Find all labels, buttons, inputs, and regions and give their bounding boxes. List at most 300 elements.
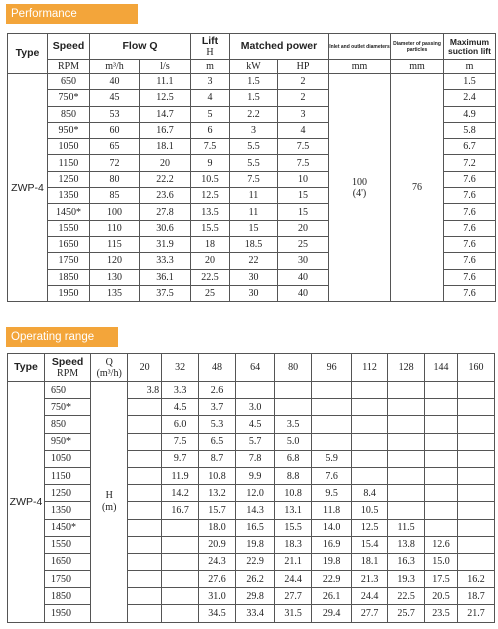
perf-cell: 5	[191, 106, 230, 122]
perf-header-inlet: Inlet and outlet diameters	[329, 34, 391, 60]
perf-cell: 18.5	[230, 236, 278, 252]
perf-cell: 7.6	[444, 220, 496, 236]
perf-cell: 10	[278, 171, 329, 187]
perf-cell: 15	[278, 188, 329, 204]
perf-cell: 4.9	[444, 106, 496, 122]
range-cell: 13.8	[388, 536, 425, 553]
perf-unit-particles: mm	[391, 60, 444, 74]
range-cell: 18.3	[275, 536, 312, 553]
range-cell	[457, 450, 494, 467]
range-cell	[388, 433, 425, 450]
range-cell: 14.0	[312, 519, 352, 536]
range-cell: 13.1	[275, 502, 312, 519]
perf-cell: 1750	[48, 253, 90, 269]
range-speed-cell: 1850	[44, 588, 90, 605]
perf-cell: 18	[191, 236, 230, 252]
range-speed-cell: 1150	[44, 467, 90, 484]
perf-cell: 30	[278, 253, 329, 269]
perf-cell: 30	[230, 285, 278, 301]
perf-cell: 4	[191, 90, 230, 106]
perf-header-power: Matched power	[230, 34, 329, 60]
range-h-label	[91, 382, 128, 623]
perf-inlet-value-mm: 100	[352, 176, 367, 188]
perf-cell: 1.5	[230, 90, 278, 106]
range-cell	[425, 519, 458, 536]
perf-inlet-value	[329, 74, 391, 302]
perf-header-particles: Diameter of passing particles	[391, 34, 444, 60]
perf-cell: 1.5	[230, 74, 278, 90]
range-cell: 26.2	[236, 571, 275, 588]
range-cell: 10.8	[275, 485, 312, 502]
perf-cell: 6.7	[444, 139, 496, 155]
range-cell	[388, 416, 425, 433]
range-cell	[425, 399, 458, 416]
range-cell: 10.8	[199, 467, 236, 484]
range-cell: 19.8	[312, 553, 352, 570]
perf-cell: 18.1	[140, 139, 191, 155]
perf-cell: 5.5	[230, 155, 278, 171]
perf-cell: 53	[90, 106, 140, 122]
range-cell	[425, 416, 458, 433]
range-cell: 27.6	[199, 571, 236, 588]
perf-cell: 850	[48, 106, 90, 122]
table-row	[8, 416, 495, 433]
range-cell	[457, 433, 494, 450]
range-h-label-text: H	[105, 489, 113, 501]
table-row	[8, 467, 495, 484]
range-cell	[425, 467, 458, 484]
range-cell: 18.7	[457, 588, 494, 605]
range-cell: 3.8	[128, 382, 162, 399]
range-header-flow: 20	[128, 354, 162, 382]
table-row	[8, 382, 495, 399]
range-cell: 12.0	[236, 485, 275, 502]
range-cell: 31.0	[199, 588, 236, 605]
perf-header-lift-label: Lift	[201, 34, 219, 47]
perf-cell: 15.5	[191, 220, 230, 236]
perf-cell: 3	[191, 74, 230, 90]
range-cell: 24.4	[352, 588, 388, 605]
range-cell: 34.5	[199, 605, 236, 622]
range-cell	[425, 382, 458, 399]
table-row	[8, 450, 495, 467]
range-cell	[388, 485, 425, 502]
perf-inlet-value-inch: (4')	[352, 187, 367, 199]
range-cell: 7.6	[312, 467, 352, 484]
perf-cell: 120	[90, 253, 140, 269]
perf-cell: 11	[230, 204, 278, 220]
range-cell	[457, 416, 494, 433]
range-cell	[275, 399, 312, 416]
perf-cell: 5.5	[230, 139, 278, 155]
perf-cell: 40	[278, 285, 329, 301]
range-cell: 5.9	[312, 450, 352, 467]
perf-cell: 37.5	[140, 285, 191, 301]
perf-cell: 950*	[48, 122, 90, 138]
table-row	[8, 571, 495, 588]
perf-header-lift-sub: H	[206, 46, 214, 58]
range-cell: 16.3	[388, 553, 425, 570]
perf-cell: 1450*	[48, 204, 90, 220]
perf-cell: 22.2	[140, 171, 191, 187]
range-header-flow: 32	[162, 354, 199, 382]
perf-cell: 4	[278, 122, 329, 138]
perf-cell: 110	[90, 220, 140, 236]
range-header-type: Type	[8, 354, 45, 382]
perf-cell: 22	[230, 253, 278, 269]
operating-range-table	[7, 353, 495, 623]
range-header-speed-label: Speed	[51, 355, 84, 368]
range-header-q	[91, 354, 128, 382]
range-cell	[162, 588, 199, 605]
range-cell	[128, 519, 162, 536]
range-cell	[457, 399, 494, 416]
range-cell: 27.7	[352, 605, 388, 622]
range-cell: 24.3	[199, 553, 236, 570]
range-cell: 16.5	[236, 519, 275, 536]
perf-cell: 2	[278, 74, 329, 90]
range-cell: 16.9	[312, 536, 352, 553]
range-cell: 5.7	[236, 433, 275, 450]
range-cell: 3.3	[162, 382, 199, 399]
perf-unit-inlet: mm	[329, 60, 391, 74]
perf-unit-suction: m	[444, 60, 496, 74]
perf-model-type: ZWP-4	[8, 74, 48, 302]
range-cell: 25.7	[388, 605, 425, 622]
perf-header-flow: Flow Q	[90, 34, 191, 60]
range-cell	[128, 433, 162, 450]
perf-cell: 31.9	[140, 236, 191, 252]
range-cell	[457, 502, 494, 519]
range-cell	[236, 382, 275, 399]
range-cell	[425, 485, 458, 502]
perf-cell: 20	[140, 155, 191, 171]
perf-cell: 40	[90, 74, 140, 90]
range-cell	[128, 605, 162, 622]
range-cell: 22.9	[312, 571, 352, 588]
perf-cell: 25	[278, 236, 329, 252]
table-row	[8, 433, 495, 450]
perf-cell: 6	[191, 122, 230, 138]
range-cell: 21.1	[275, 553, 312, 570]
perf-cell: 1650	[48, 236, 90, 252]
range-cell: 11.8	[312, 502, 352, 519]
range-cell: 12.5	[352, 519, 388, 536]
perf-cell: 20	[191, 253, 230, 269]
range-cell: 21.3	[352, 571, 388, 588]
range-header-flow: 48	[199, 354, 236, 382]
perf-cell: 60	[90, 122, 140, 138]
perf-cell: 85	[90, 188, 140, 204]
range-cell: 4.5	[162, 399, 199, 416]
perf-cell: 40	[278, 269, 329, 285]
perf-cell: 15	[278, 204, 329, 220]
perf-cell: 11.1	[140, 74, 191, 90]
perf-cell: 72	[90, 155, 140, 171]
range-header-flow: 160	[457, 354, 494, 382]
range-header-flow: 96	[312, 354, 352, 382]
range-cell	[162, 536, 199, 553]
range-cell	[388, 502, 425, 519]
perf-cell: 1050	[48, 139, 90, 155]
perf-cell: 22.5	[191, 269, 230, 285]
perf-cell: 1950	[48, 285, 90, 301]
perf-header-type: Type	[8, 34, 48, 74]
range-cell: 13.2	[199, 485, 236, 502]
range-header-flow: 112	[352, 354, 388, 382]
range-header-speed-unit: RPM	[57, 367, 79, 379]
range-speed-cell: 950*	[44, 433, 90, 450]
range-cell: 11.5	[388, 519, 425, 536]
range-header-q-unit: (m³/h)	[96, 367, 122, 379]
range-cell: 16.7	[162, 502, 199, 519]
range-cell	[128, 502, 162, 519]
range-cell	[425, 433, 458, 450]
table-row	[8, 605, 495, 622]
range-cell	[352, 399, 388, 416]
range-cell: 14.3	[236, 502, 275, 519]
range-speed-cell: 1450*	[44, 519, 90, 536]
perf-cell: 13.5	[191, 204, 230, 220]
range-header-flow: 144	[425, 354, 458, 382]
range-speed-cell: 1050	[44, 450, 90, 467]
perf-cell: 7.6	[444, 236, 496, 252]
range-cell: 18.0	[199, 519, 236, 536]
range-cell: 15.4	[352, 536, 388, 553]
range-speed-cell: 850	[44, 416, 90, 433]
perf-cell: 11	[230, 188, 278, 204]
perf-cell: 1550	[48, 220, 90, 236]
range-cell: 5.3	[199, 416, 236, 433]
range-cell: 23.5	[425, 605, 458, 622]
range-cell	[162, 519, 199, 536]
range-speed-cell: 1750	[44, 571, 90, 588]
range-cell	[457, 553, 494, 570]
perf-cell: 33.3	[140, 253, 191, 269]
perf-cell: 1850	[48, 269, 90, 285]
range-cell	[128, 588, 162, 605]
range-cell: 11.9	[162, 467, 199, 484]
perf-cell: 750*	[48, 90, 90, 106]
range-cell: 9.9	[236, 467, 275, 484]
range-speed-cell: 1350	[44, 502, 90, 519]
perf-cell: 100	[90, 204, 140, 220]
range-cell	[128, 450, 162, 467]
performance-table	[7, 33, 496, 302]
range-cell: 19.8	[236, 536, 275, 553]
range-header-speed	[44, 354, 90, 382]
range-cell: 8.8	[275, 467, 312, 484]
perf-cell: 7.6	[444, 253, 496, 269]
range-cell	[162, 605, 199, 622]
perf-cell: 7.6	[444, 285, 496, 301]
performance-parameters-banner: Performance parameters	[6, 4, 138, 24]
range-speed-cell: 1250	[44, 485, 90, 502]
perf-cell: 135	[90, 285, 140, 301]
perf-cell: 16.7	[140, 122, 191, 138]
range-cell: 20.9	[199, 536, 236, 553]
perf-cell: 7.6	[444, 171, 496, 187]
perf-cell: 2.2	[230, 106, 278, 122]
perf-cell: 65	[90, 139, 140, 155]
range-cell: 33.4	[236, 605, 275, 622]
perf-cell: 1150	[48, 155, 90, 171]
range-cell: 29.8	[236, 588, 275, 605]
perf-cell: 7.5	[278, 139, 329, 155]
range-cell: 18.1	[352, 553, 388, 570]
range-header-flow: 80	[275, 354, 312, 382]
range-cell: 15.7	[199, 502, 236, 519]
perf-unit-kw: kW	[230, 60, 278, 74]
perf-unit-hp: HP	[278, 60, 329, 74]
perf-cell: 12.5	[140, 90, 191, 106]
range-model-type: ZWP-4	[8, 382, 45, 623]
range-cell: 6.0	[162, 416, 199, 433]
range-cell: 24.4	[275, 571, 312, 588]
range-cell	[388, 450, 425, 467]
range-cell: 19.3	[388, 571, 425, 588]
range-cell: 16.2	[457, 571, 494, 588]
perf-cell: 9	[191, 155, 230, 171]
range-cell: 8.4	[352, 485, 388, 502]
range-cell: 21.7	[457, 605, 494, 622]
range-speed-cell: 650	[44, 382, 90, 399]
perf-particles-value: 76	[391, 74, 444, 302]
perf-unit-speed: RPM	[48, 60, 90, 74]
perf-cell: 7.5	[230, 171, 278, 187]
range-cell	[128, 571, 162, 588]
range-cell	[457, 485, 494, 502]
perf-cell: 130	[90, 269, 140, 285]
perf-header-lift	[191, 34, 230, 60]
range-cell: 9.5	[312, 485, 352, 502]
perf-cell: 2	[278, 90, 329, 106]
range-cell	[352, 382, 388, 399]
range-cell	[275, 382, 312, 399]
perf-cell: 7.5	[191, 139, 230, 155]
range-cell	[128, 536, 162, 553]
perf-cell: 23.6	[140, 188, 191, 204]
range-cell: 27.7	[275, 588, 312, 605]
range-cell: 14.2	[162, 485, 199, 502]
range-cell: 17.5	[425, 571, 458, 588]
table-row	[8, 519, 495, 536]
range-cell: 20.5	[425, 588, 458, 605]
perf-unit-lift: m	[191, 60, 230, 74]
range-header-flow: 64	[236, 354, 275, 382]
perf-cell: 1.5	[444, 74, 496, 90]
range-cell: 6.8	[275, 450, 312, 467]
perf-cell: 7.6	[444, 269, 496, 285]
range-header-flow: 128	[388, 354, 425, 382]
perf-cell: 14.7	[140, 106, 191, 122]
range-cell: 7.8	[236, 450, 275, 467]
table-row	[8, 485, 495, 502]
range-cell	[388, 382, 425, 399]
range-cell: 29.4	[312, 605, 352, 622]
range-cell	[162, 553, 199, 570]
perf-unit-flow-m3h: m³/h	[90, 60, 140, 74]
range-cell	[457, 536, 494, 553]
range-cell: 5.0	[275, 433, 312, 450]
perf-cell: 7.6	[444, 188, 496, 204]
range-cell: 4.5	[236, 416, 275, 433]
perf-header-suction: Maximum suction lift	[444, 34, 496, 60]
perf-cell: 3	[230, 122, 278, 138]
range-cell	[457, 467, 494, 484]
range-cell: 15.0	[425, 553, 458, 570]
table-row	[8, 536, 495, 553]
range-cell: 3.0	[236, 399, 275, 416]
table-row	[8, 588, 495, 605]
perf-cell: 30.6	[140, 220, 191, 236]
range-cell: 31.5	[275, 605, 312, 622]
perf-cell: 115	[90, 236, 140, 252]
range-cell: 22.5	[388, 588, 425, 605]
perf-cell: 45	[90, 90, 140, 106]
perf-cell: 1350	[48, 188, 90, 204]
range-cell: 15.5	[275, 519, 312, 536]
range-cell	[128, 467, 162, 484]
operating-range-banner: Operating range	[6, 327, 118, 347]
table-row	[8, 553, 495, 570]
range-cell	[352, 467, 388, 484]
table-row	[8, 502, 495, 519]
perf-cell: 30	[230, 269, 278, 285]
perf-cell: 2.4	[444, 90, 496, 106]
range-cell	[425, 450, 458, 467]
perf-cell: 27.8	[140, 204, 191, 220]
perf-cell: 650	[48, 74, 90, 90]
range-cell	[128, 485, 162, 502]
range-cell	[352, 433, 388, 450]
range-cell: 2.6	[199, 382, 236, 399]
range-cell	[312, 399, 352, 416]
perf-cell: 10.5	[191, 171, 230, 187]
table-row	[8, 399, 495, 416]
perf-cell: 5.8	[444, 122, 496, 138]
range-header-q-label: Q	[105, 356, 113, 368]
range-cell	[128, 399, 162, 416]
perf-cell: 80	[90, 171, 140, 187]
range-cell	[352, 416, 388, 433]
perf-header-speed: Speed	[48, 34, 90, 60]
range-speed-cell: 1950	[44, 605, 90, 622]
perf-cell: 3	[278, 106, 329, 122]
perf-cell: 1250	[48, 171, 90, 187]
perf-cell: 7.6	[444, 204, 496, 220]
range-cell	[388, 467, 425, 484]
perf-cell: 15	[230, 220, 278, 236]
perf-cell: 25	[191, 285, 230, 301]
range-cell	[352, 450, 388, 467]
range-speed-cell: 1550	[44, 536, 90, 553]
range-h-unit: (m)	[101, 501, 117, 513]
range-cell: 6.5	[199, 433, 236, 450]
range-speed-cell: 1650	[44, 553, 90, 570]
table-row	[8, 74, 496, 90]
perf-cell: 7.5	[278, 155, 329, 171]
range-cell	[425, 502, 458, 519]
range-cell: 3.5	[275, 416, 312, 433]
perf-cell: 7.2	[444, 155, 496, 171]
range-cell: 10.5	[352, 502, 388, 519]
range-cell: 26.1	[312, 588, 352, 605]
perf-cell: 36.1	[140, 269, 191, 285]
range-speed-cell: 750*	[44, 399, 90, 416]
range-cell	[457, 519, 494, 536]
perf-cell: 12.5	[191, 188, 230, 204]
